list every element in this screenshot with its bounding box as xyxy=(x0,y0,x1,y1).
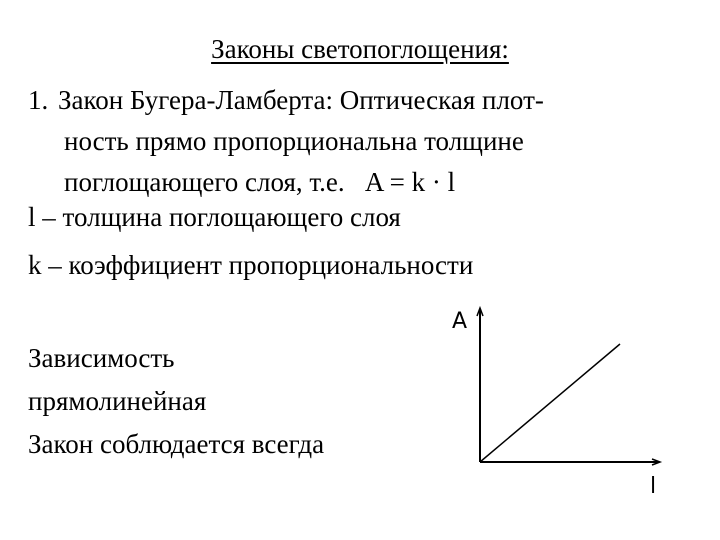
slide-title: Законы светопоглощения: xyxy=(211,34,509,64)
linear-dependence-line xyxy=(480,344,620,462)
definition-k: k – коэффициент пропорциональности xyxy=(28,250,474,280)
law-1-number: 1. xyxy=(28,85,49,115)
law-1-line-2: ность прямо пропорциональна толщине xyxy=(64,126,524,156)
dependence-text xyxy=(28,337,324,466)
law-1-line-3: поглощающего слоя, т.е. A = k · l xyxy=(64,167,456,197)
linear-graph xyxy=(440,298,680,498)
law-1-paragraph xyxy=(28,80,668,203)
dependence-line-3: Закон соблюдается всегда xyxy=(28,429,325,459)
y-axis-label: A xyxy=(452,309,468,334)
x-axis-label: l xyxy=(650,474,657,498)
dependence-line-2: прямолинейная xyxy=(28,386,207,416)
law-1-line-1: Закон Бугера-Ламберта: Оптическая плот- xyxy=(58,85,544,115)
definition-l: l – толщина поглощающего слоя xyxy=(28,202,401,232)
dependence-line-1: Зависимость xyxy=(28,343,175,373)
